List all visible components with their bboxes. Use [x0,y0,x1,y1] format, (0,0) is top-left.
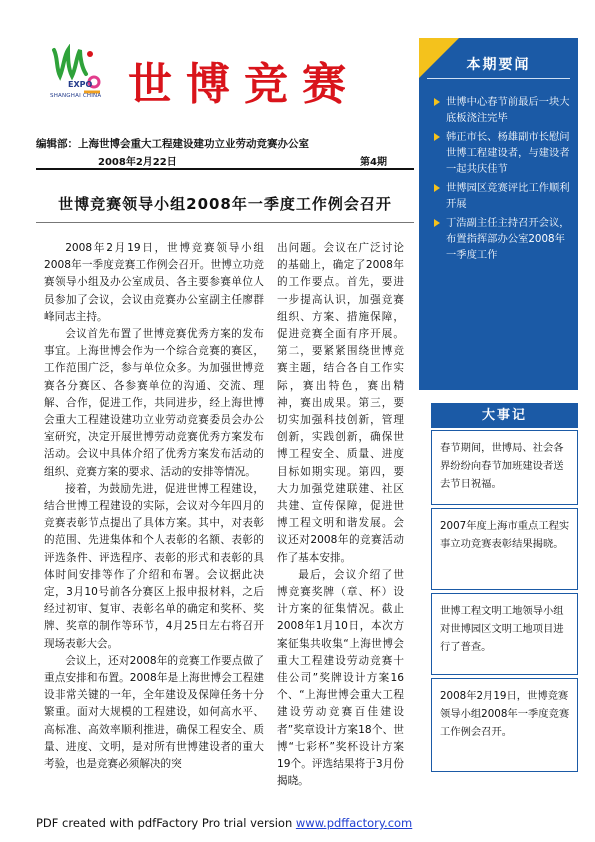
article-column-left [44,240,264,773]
headline-rule [36,222,414,223]
issue-date: 2008年2月22日 [98,157,177,168]
news-item [432,94,570,126]
news-list [432,94,570,266]
footer-text: PDF created with pdfFactory Pro trial version [36,816,296,830]
pdf-footer [36,816,412,830]
article-paragraph: 2008年2月19日，世博竞赛领导小组2008年一季度竞赛工作例会召开。世博立功竞赛领导小组及办公室成员、各主要参赛单位人员参加了会议，会议由竞赛办公室副主任廖群峰同志主持。 [44,242,264,323]
article-paragraph: 最后，会议介绍了世博竞赛奖牌（章、杯）设计方案的征集情况。截止2008年1月10日，本次方案征集共收集“上海世博会重大工程建设劳动竞赛十佳公司”奖牌设计方案16个、“上海世博会重大工程建设劳动竞赛百佳建设者”奖章设计方案18个、世博“七彩杯”奖杯设计方案19个。评选结果将于3月份揭晓。 [277,568,404,788]
article-paragraph: 会议上，还对2008年的竞赛工作要点做了重点安排和布置。2008年是上海世博会工程建设非常关键的一年，全年建设及保障任务十分繁重。面对大规模的工程建设，如何高水平、高标准、高效率顺利推进，确保工程安全、质量、进度、文明，是对所有世博建设者的重大考验，也是竞赛必须解决的突 [44,654,264,771]
news-title: 本期要闻 [466,57,531,73]
issue-number: 第4期 [360,157,387,168]
news-item-text: 世博园区竞赛评比工作顺利开展 [446,182,570,210]
chronicle-item: 2008年2月19日，世博竞赛领导小组2008年一季度竞赛工作例会召开。 [431,678,578,772]
news-item-text: 韩正市长、杨雄副市长慰问世博工程建设者，与建设者一起共庆佳节 [446,131,570,175]
bullet-triangle-icon [434,98,440,106]
chronicle-item: 春节期间，世博局、社会各界纷纷向春节加班建设者送去节日祝福。 [431,430,578,505]
news-item [432,180,570,212]
header-rule [36,168,414,170]
footer-link[interactable]: www.pdffactory.com [295,816,413,830]
bullet-triangle-icon [434,219,440,227]
article-paragraph: 接着，为鼓励先进，促进世博工程建设，结合世博工程建设的实际，会议对今年四月的竞赛表彰节点提出了具体方案。其中，对表彰的范围、先进集体和个人表彰的名额、表彰的评选条件、评选程序、表彰的形式和表彰的具体时间安排等作了介绍和布署。会议据此决定，3月10号前各分赛区上报申报材料，之后经过初审、复审、表彰名单的确定和奖杯、奖牌、奖章的制作等环节，4月25日左右将召开现场表彰大会。 [44,482,264,650]
editor-line: 编辑部：上海世博会重大工程建设建功立业劳动竞赛办公室 [36,138,309,150]
article-headline: 世博竞赛领导小组2008年一季度工作例会召开 [58,195,392,213]
chronicle-item: 2007年度上海市重点工程实事立功竞赛表彰结果揭晓。 [431,508,578,590]
chronicle-title: 大事记 [431,403,578,428]
chronicle-item: 世博工程文明工地领导小组对世博园区文明工地项目进行了普查。 [431,593,578,675]
news-item-text: 世博中心春节前最后一块大底板浇注完毕 [446,96,570,124]
article-paragraph: 出问题。会议在广泛讨论的基础上，确定了2008年的工作要点。首先，要进一步提高认识，加强竞赛组织、方案、措施保障，促进竞赛全面有序开展。第二，要紧紧围绕世博竞赛主题，结合各自工作实际，赛出特色，赛出精神，赛出成果。第三，要切实加强科技创新，管理创新，实践创新，确保世博工程安全、质量、进度目标如期实现。第四，要大力加强党建联建、社区共建、宣传保障，促进世博工程文明和谐发展。会议还对2008年的竞赛活动作了基本安排。 [277,242,404,564]
logo-city: SHANGHAI CHINA [50,93,102,99]
news-item [432,129,570,177]
news-rule [427,78,570,79]
bullet-triangle-icon [434,184,440,192]
article-paragraph: 会议首先布置了世博竞赛优秀方案的发布事宜。上海世博会作为一个综合竞赛的赛区，工作范围广泛，参与单位众多。为加强世博竞赛各分赛区、各参赛单位的沟通、交流、理解、合作，促进工作，共同进步，经上海世博会重大工程建设建功立业劳动竞赛委员会办公室研究，决定开展世博劳动竞赛优秀方案发布活动。会议中具体介绍了优秀方案发布活动的组织、竞赛方案的要求、活动的安排等情况。 [44,328,264,478]
bullet-triangle-icon [434,133,440,141]
masthead-title: 世博竞赛 [128,59,360,110]
news-item [432,215,570,263]
article-column-mid [277,240,404,791]
logo-text: EXPO [68,80,93,89]
news-item-text: 丁浩副主任主持召开会议，布置指挥部办公室2008年一季度工作 [446,217,570,261]
